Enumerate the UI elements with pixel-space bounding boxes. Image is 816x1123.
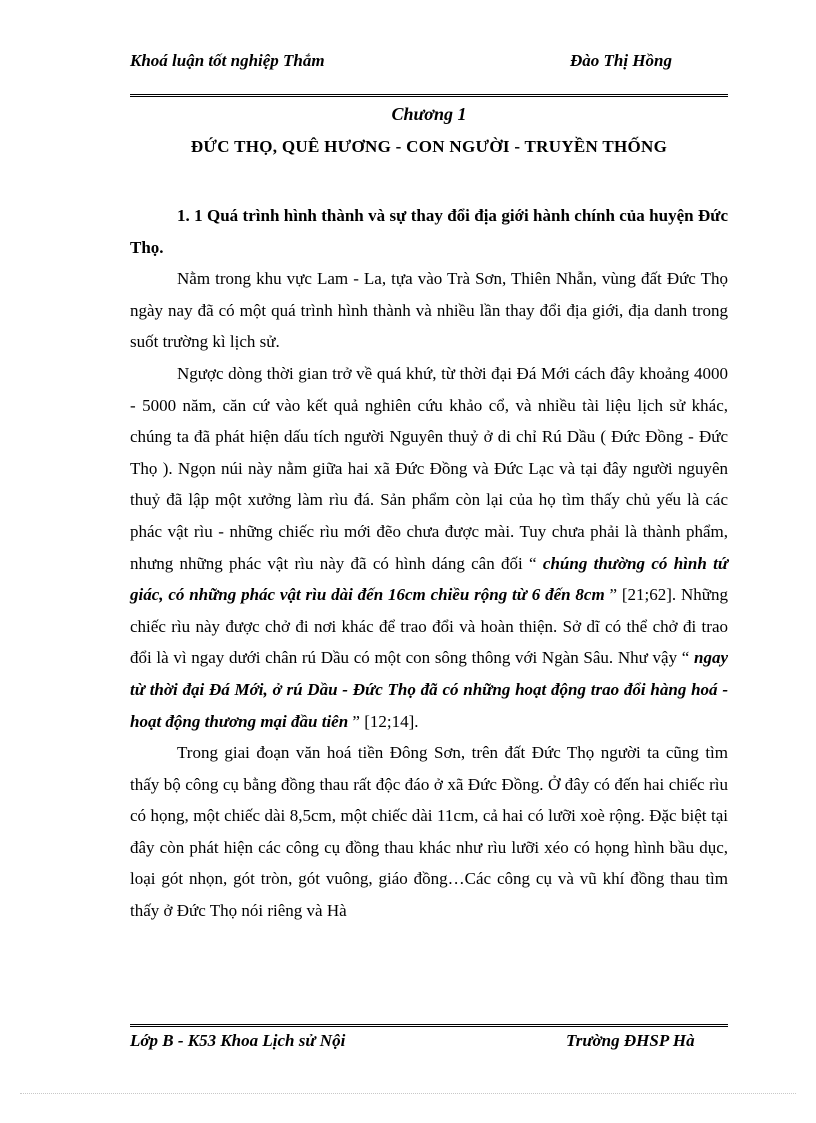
quote-2: ngay từ thời đại Đá Mới, ở rú Dầu - Đức Thọ đã có những hoạt động trao đổi hàng hoá - hoạt động thương mại đầu tiên [130, 648, 728, 731]
footer-left: Lớp B - K53 Khoa Lịch sử Nội [130, 1031, 346, 1050]
section-heading [130, 200, 728, 263]
paragraph-2-part-a: Ngược dòng thời gian trở về quá khứ, từ thời đại Đá Mới cách đây khoảng 4000 - 5000 năm, căn cứ vào kết quả nghiên cứu khảo cổ, và nhiều tài liệu lịch sử khác, chúng ta đã phát hiện dấu tích người Nguyên thuỷ ở di chỉ Rú Dầu ( Đức Đồng - Đức Thọ ). Ngọn núi này nằm giữa hai xã Đức Đồng và Đức Lạc và tại đây người nguyên thuỷ đã lập một xưởng làm rìu đá. Sản phẩm còn lại của họ tìm thấy chủ yếu là các phác vật rìu - những chiếc rìu mới đẽo chưa được mài. Tuy chưa phải là thành phẩm, nhưng những phác vật rìu này đã có hình dáng cân đối “ [130, 363, 728, 573]
header-left: Khoá luận tốt nghiệp Thắm [130, 51, 325, 70]
paragraph-2-part-c: ” [12;14]. [352, 711, 419, 731]
header-right: Đào Thị Hồng [570, 51, 673, 70]
page-bottom-dotted-line [20, 1093, 796, 1094]
paragraph-1: Nằm trong khu vực Lam - La, tựa vào Trà Sơn, Thiên Nhẫn, vùng đất Đức Thọ ngày nay đã có một quá trình hình thành và nhiều lần thay đổi địa giới, địa danh trong suốt trường kì lịch sử. [130, 269, 728, 352]
chapter-title: ĐỨC THỌ, QUÊ HƯƠNG - CON NGƯỜI - TRUYỀN THỐNG [190, 137, 668, 156]
footer-rule [130, 1024, 728, 1027]
header-rule [130, 94, 728, 97]
paragraph-2 [130, 358, 728, 737]
section-heading-text: 1. 1 Quá trình hình thành và sự thay đổi địa giới hành chính của huyện Đức Thọ. [130, 206, 728, 257]
quote-1: chúng thường có hình tứ giác, có những phác vật rìu dài đến 16cm chiều rộng từ 6 đến 8cm [130, 553, 729, 605]
footer-right: Trường ĐHSP Hà [566, 1031, 695, 1050]
body-text [130, 200, 728, 927]
paragraph-3: Trong giai đoạn văn hoá tiền Đông Sơn, trên đất Đức Thọ người ta cũng tìm thấy bộ công cụ bằng đồng thau rất độc đáo ở xã Đức Đồng. Ở đây có đến hai chiếc rìu có họng, một chiếc dài 8,5cm, một chiếc dài 11cm, cả hai có lưỡi xoè rộng. Đặc biệt tại đây còn phát hiện các công cụ đồng thau khác như rìu lưỡi xéo có họng hình bầu dục, loại gót nhọn, gót tròn, gót vuông, giáo đồng…Các công cụ và vũ khí đồng thau tìm thấy ở Đức Thọ nói riêng và Hà [130, 743, 728, 921]
chapter-label: Chương 1 [391, 104, 467, 124]
paragraph-2-part-b: ” [21;62]. Những chiếc rìu này được chở đi nơi khác để trao đổi và hoàn thiện. Sở dĩ có thể chở đi trao đổi là vì ngay dưới chân rú Dầu có một con sông thông với Ngàn Sâu. Như vậy “ [130, 585, 728, 668]
